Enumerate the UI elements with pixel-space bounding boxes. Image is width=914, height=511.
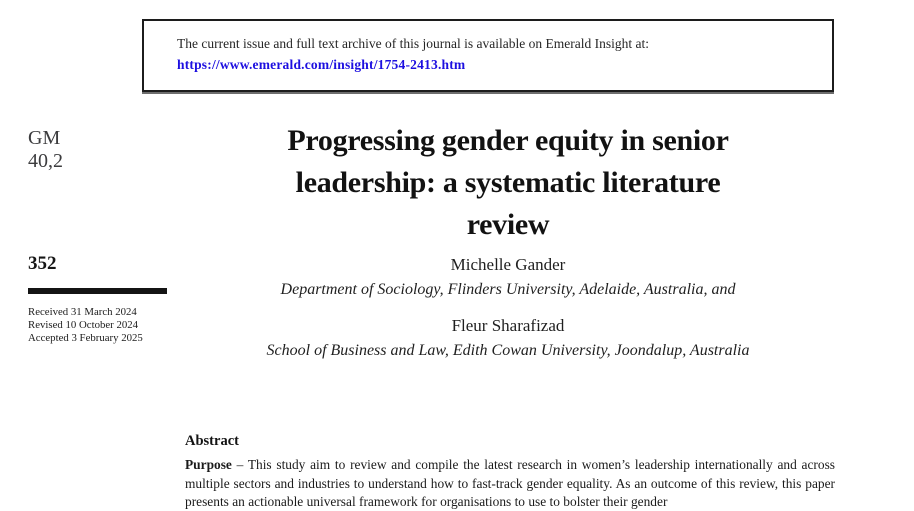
article-title-line: review xyxy=(466,208,550,241)
journal-issue: 40,2 xyxy=(28,150,63,172)
author-affiliation: Department of Sociology, Flinders University, Adelaide, Australia, and xyxy=(280,281,736,298)
author-block xyxy=(180,255,836,299)
journal-ref xyxy=(28,127,63,173)
author-name: Michelle Gander xyxy=(450,255,566,274)
abstract-purpose-text: – This study aim to review and compile the latest research in women’s leadership internationally and across multiple sectors and industries to understand how to fast-track gender equality. As an outcome of this review, this paper presents an actionable universal framework for organisations to use to bolster their gender xyxy=(185,457,835,510)
abstract-purpose-paragraph xyxy=(185,456,835,511)
availability-notice-text: The current issue and full text archive of this journal is available on Emerald Insight at: xyxy=(177,36,649,51)
page-number: 352 xyxy=(28,253,57,274)
history-revised: Revised 10 October 2024 xyxy=(28,318,139,331)
authors-section xyxy=(180,255,836,360)
abstract-purpose-label: Purpose xyxy=(185,457,232,472)
article-title-line: Progressing gender equity in senior xyxy=(287,124,729,157)
article-title xyxy=(180,120,836,246)
abstract-heading: Abstract xyxy=(185,433,239,449)
author-name: Fleur Sharafizad xyxy=(451,316,565,335)
journal-abbrev: GM xyxy=(28,127,61,149)
author-affiliation: School of Business and Law, Edith Cowan University, Joondalup, Australia xyxy=(266,342,750,359)
author-block xyxy=(180,316,836,360)
journal-archive-link[interactable]: https://www.emerald.com/insight/1754-2413.htm xyxy=(177,57,466,72)
article-title-line: leadership: a systematic literature xyxy=(295,166,721,199)
article-history xyxy=(28,306,143,345)
availability-notice-box xyxy=(142,19,834,92)
history-received: Received 31 March 2024 xyxy=(28,306,137,318)
history-accepted: Accepted 3 February 2025 xyxy=(28,331,143,344)
page-number-rule xyxy=(28,288,167,294)
